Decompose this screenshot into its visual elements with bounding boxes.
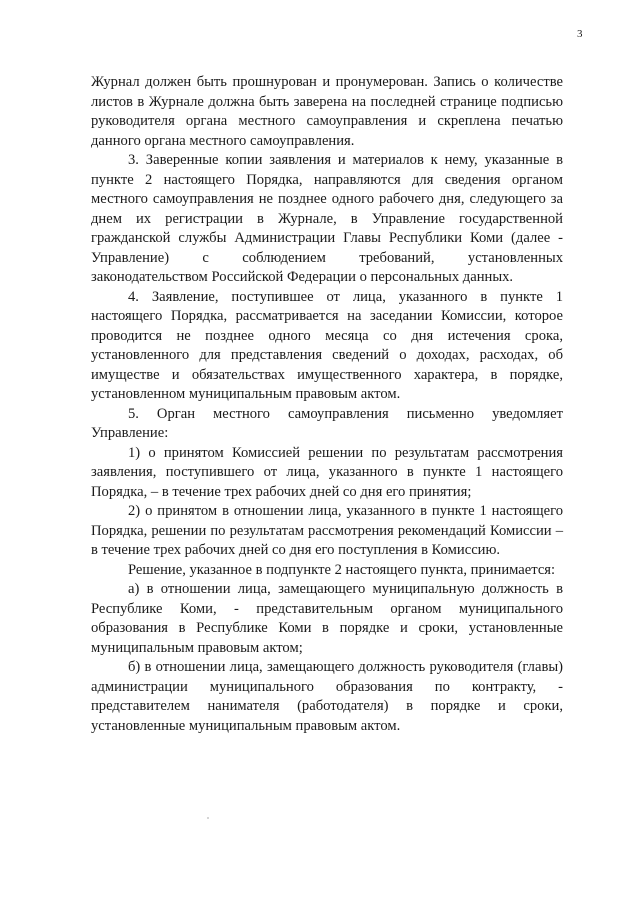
scan-speck — [207, 817, 209, 819]
paragraph-journal-requirements: Журнал должен быть прошнурован и пронумерован. Запись о количестве листов в Журнале должна быть заверена на последней странице подписью руководителя органа местного самоуправления и скреплена печатью данного органа местного самоуправления. — [91, 74, 563, 149]
paragraph-subitem-a: а) в отношении лица, замещающего муниципальную должность в Республике Коми, - представительным органом муниципального образования в Республике Коми в порядке и сроки, установленные муниципальным правовым актом; — [91, 581, 563, 656]
page-number: 3 — [577, 28, 583, 40]
paragraph-item-5: 5. Орган местного самоуправления письменно уведомляет Управление: — [91, 405, 563, 441]
document-body — [91, 73, 563, 736]
paragraph-subitem-1: 1) о принятом Комиссией решении по результатам рассмотрения заявления, поступившего от лица, указанного в пункте 1 настоящего Порядка, – в течение трех рабочих дней со дня его принятия; — [91, 444, 563, 500]
paragraph-item-3: 3. Заверенные копии заявления и материалов к нему, указанные в пункте 2 настоящего Порядка, направляются для сведения органом местного самоуправления не позднее одного рабочего дня, следующего за днем их регистрации в Журнале, в Управление государственной гражданской службы Администрации Главы Республики Коми (далее - Управление) с соблюдением требований, установленных законодательством Российской Федерации о персональных данных. — [91, 152, 563, 285]
paragraph-item-4: 4. Заявление, поступившее от лица, указанного в пункте 1 настоящего Порядка, рассматривается на заседании Комиссии, которое проводится не позднее одного месяца со дня истечения срока, установленного для представления сведений о доходах, расходах, об имуществе и обязательствах имущественного характера, в порядке, установленном муниципальным правовым актом. — [91, 288, 563, 402]
paragraph-decision-intro: Решение, указанное в подпункте 2 настоящего пункта, принимается: — [128, 561, 556, 578]
paragraph-subitem-b: б) в отношении лица, замещающего должность руководителя (главы) администрации муниципального образования по контракту, - представителем нанимателя (работодателя) в порядке и сроки, установленные муниципальным правовым актом. — [91, 659, 563, 734]
paragraph-subitem-2: 2) о принятом в отношении лица, указанного в пункте 1 настоящего Порядка, решении по результатам рассмотрения рекомендаций Комиссии – в течение трех рабочих дней со дня его поступления в Комиссию. — [91, 503, 563, 558]
